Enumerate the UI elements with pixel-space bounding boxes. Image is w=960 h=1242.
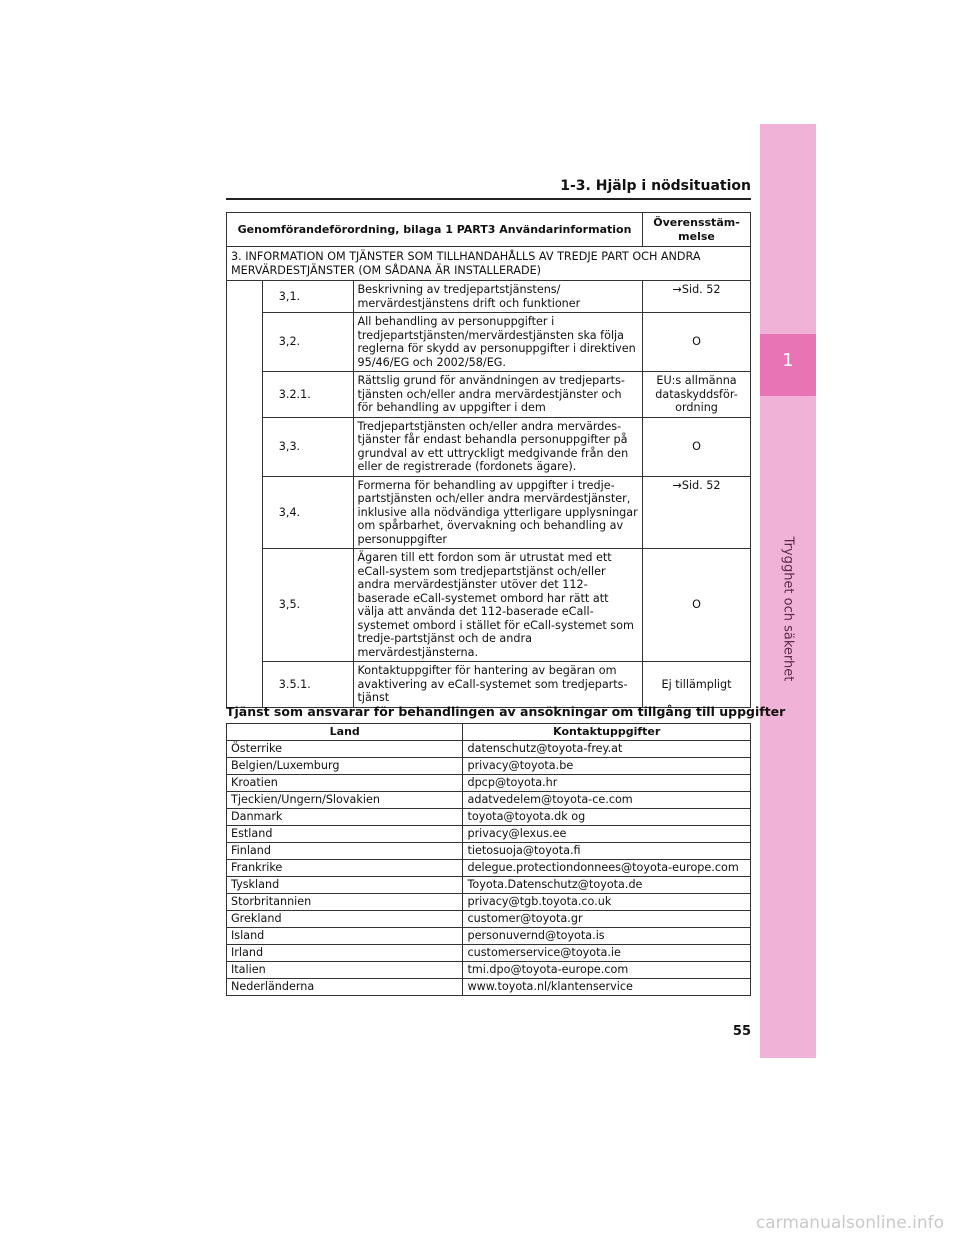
table-row xyxy=(227,281,751,313)
header-contact: Kontaktuppgifter xyxy=(463,724,751,741)
contact-cell: customer@toyota.gr xyxy=(463,911,751,928)
contact-cell: personuvernd@toyota.is xyxy=(463,928,751,945)
contact-cell: adatvedelem@toyota-ce.com xyxy=(463,792,751,809)
country-cell: Italien xyxy=(227,962,463,979)
indent-cell xyxy=(227,281,263,708)
contact-cell: delegue.protectiondonnees@toyota-europe.com xyxy=(463,860,751,877)
clause-description: Kontaktuppgifter för hantering av begäran om avaktivering av eCall-systemet som tredjeparts-tjänst xyxy=(353,662,643,708)
clause-description: Beskrivning av tredjepartstjänstens/ mervärdestjänstens drift och funktioner xyxy=(353,281,643,313)
header-rule xyxy=(226,198,751,200)
table-row xyxy=(227,549,751,662)
table-row xyxy=(227,476,751,549)
contacts-table xyxy=(226,723,751,996)
contact-cell: dpcp@toyota.hr xyxy=(463,775,751,792)
country-cell: Nederländerna xyxy=(227,979,463,996)
chapter-side-tab xyxy=(760,124,816,1058)
country-cell: Frankrike xyxy=(227,860,463,877)
contact-cell: tietosuoja@toyota.fi xyxy=(463,843,751,860)
clause-number: 3,3. xyxy=(262,417,353,476)
table-row xyxy=(227,894,751,911)
regulation-table-header xyxy=(227,213,751,247)
table-row xyxy=(227,928,751,945)
country-cell: Belgien/Luxemburg xyxy=(227,758,463,775)
contact-cell: privacy@toyota.be xyxy=(463,758,751,775)
table-row xyxy=(227,911,751,928)
clause-conformity: Ej tillämpligt xyxy=(643,662,751,708)
clause-number: 3,5. xyxy=(262,549,353,662)
clause-conformity: EU:s allmänna dataskyddsför-ordning xyxy=(643,372,751,418)
country-cell: Grekland xyxy=(227,911,463,928)
table-row xyxy=(227,945,751,962)
clause-conformity: O xyxy=(643,417,751,476)
contact-cell: privacy@lexus.ee xyxy=(463,826,751,843)
regulation-intro: 3. INFORMATION OM TJÄNSTER SOM TILLHANDAHÅLLS AV TREDJE PART OCH ANDRA MERVÄRDESTJÄNSTER (OM SÅDANA ÄR INSTALLERADE) xyxy=(227,247,751,281)
table-row xyxy=(227,313,751,372)
country-cell: Tyskland xyxy=(227,877,463,894)
clause-conformity: →Sid. 52 xyxy=(643,476,751,549)
page-number: 55 xyxy=(732,1024,751,1039)
table-row xyxy=(227,877,751,894)
regulation-table xyxy=(226,212,751,708)
header-country: Land xyxy=(227,724,463,741)
table-row xyxy=(227,860,751,877)
contact-cell: toyota@toyota.dk og xyxy=(463,809,751,826)
table-row xyxy=(227,979,751,996)
table-row xyxy=(227,809,751,826)
country-cell: Finland xyxy=(227,843,463,860)
clause-number: 3,1. xyxy=(262,281,353,313)
table-row xyxy=(227,775,751,792)
country-cell: Tjeckien/Ungern/Slovakien xyxy=(227,792,463,809)
regulation-header-col1: Genomförandeförordning, bilaga 1 PART3 Användarinformation xyxy=(227,213,643,247)
table-row xyxy=(227,792,751,809)
clause-conformity: →Sid. 52 xyxy=(643,281,751,313)
clause-description: Rättslig grund för användningen av tredjeparts-tjänsten och/eller andra mervärdestjänster och för behandling av uppgifter i dem xyxy=(353,372,643,418)
contact-cell: privacy@tgb.toyota.co.uk xyxy=(463,894,751,911)
table-row xyxy=(227,662,751,708)
regulation-header-col2: Överensstäm-melse xyxy=(643,213,751,247)
clause-description: All behandling av personuppgifter i tredjepartstjänsten/mervärdestjänsten ska följa reglerna för skydd av personuppgifter i direktiven 95/46/EG och 2002/58/EG. xyxy=(353,313,643,372)
country-cell: Österrike xyxy=(227,741,463,758)
clause-number: 3.2.1. xyxy=(262,372,353,418)
table-row xyxy=(227,741,751,758)
contact-cell: Toyota.Datenschutz@toyota.de xyxy=(463,877,751,894)
country-cell: Kroatien xyxy=(227,775,463,792)
clause-description: Formerna för behandling av uppgifter i tredje-partstjänsten och/eller andra mervärdestjänster, inklusive alla nödvändiga ytterligare upplysningar om spårbarhet, övervakning och behandling av personuppgifter xyxy=(353,476,643,549)
clause-description: Tredjepartstjänsten och/eller andra mervärdes-tjänster får endast behandla personuppgifter på grundval av ett uttryckligt medgivande från den eller de registrerade (fordonets ägare). xyxy=(353,417,643,476)
contact-cell: customerservice@toyota.ie xyxy=(463,945,751,962)
country-cell: Danmark xyxy=(227,809,463,826)
section-header-title: 1-3. Hjälp i nödsituation xyxy=(560,178,751,194)
table-row xyxy=(227,826,751,843)
country-cell: Estland xyxy=(227,826,463,843)
contacts-table-header xyxy=(227,724,751,741)
clause-conformity: O xyxy=(643,313,751,372)
clause-number: 3.5.1. xyxy=(262,662,353,708)
table-row xyxy=(227,417,751,476)
clause-number: 3,4. xyxy=(262,476,353,549)
contact-cell: tmi.dpo@toyota-europe.com xyxy=(463,962,751,979)
country-cell: Storbritannien xyxy=(227,894,463,911)
contact-cell: datenschutz@toyota-frey.at xyxy=(463,741,751,758)
chapter-title: Trygghet och säkerhet xyxy=(780,536,796,682)
clause-description: Ägaren till ett fordon som är utrustat med ett eCall-system som tredjepartstjänst och/eller andra mervärdestjänster utöver det 112-baserade eCall-systemet ombord har rätt att välja att använda det 112-baserade eCall-systemet ombord i stället för eCall-systemet som tredje-partstjänst och de andra mervärdestjänsterna. xyxy=(353,549,643,662)
table-row xyxy=(227,758,751,775)
country-cell: Island xyxy=(227,928,463,945)
table-row xyxy=(227,372,751,418)
regulation-intro-row xyxy=(227,247,751,281)
clause-conformity: O xyxy=(643,549,751,662)
watermark: carmanualsonline.info xyxy=(755,1213,944,1233)
section-heading: Tjänst som ansvarar för behandlingen av ansökningar om tillgång till uppgifter xyxy=(226,704,786,719)
table-row xyxy=(227,962,751,979)
clause-number: 3,2. xyxy=(262,313,353,372)
chapter-number: 1 xyxy=(782,350,794,371)
contact-cell: www.toyota.nl/klantenservice xyxy=(463,979,751,996)
table-row xyxy=(227,843,751,860)
country-cell: Irland xyxy=(227,945,463,962)
